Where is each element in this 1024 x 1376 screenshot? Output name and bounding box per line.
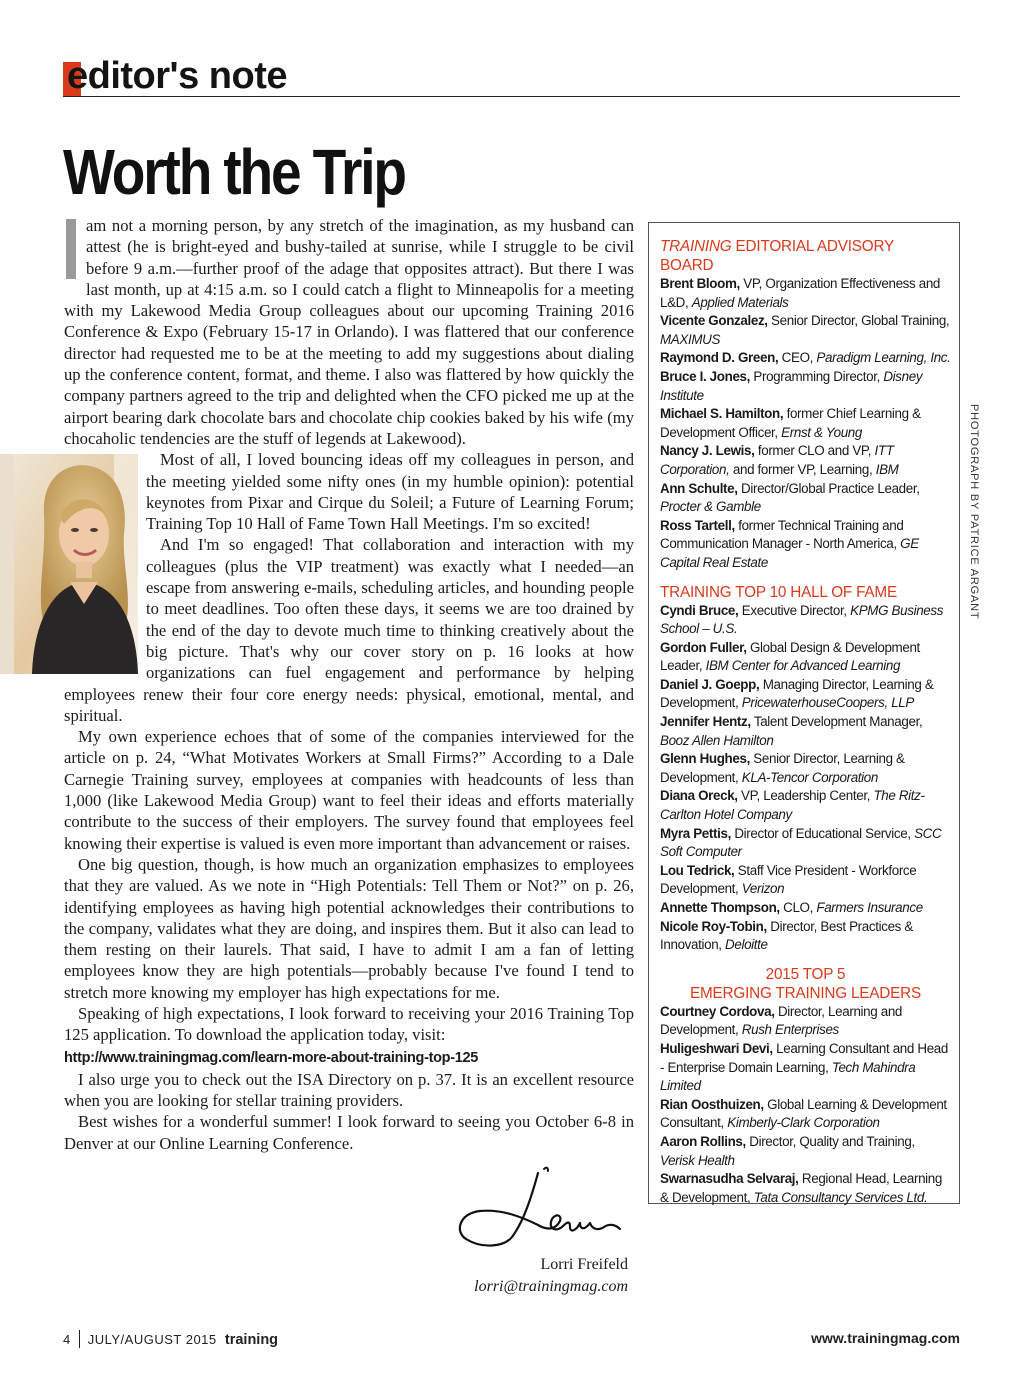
emerging-leaders-heading-line1: 2015 TOP 5 (765, 965, 846, 983)
member-role: Programming Director, (750, 368, 884, 384)
board-member-entry (660, 602, 951, 639)
member-name: Rian Oosthuizen, (660, 1096, 764, 1112)
article-paragraph: Most of all, I loved bouncing ideas off my colleagues in person, and the meeting yielded some nifty ones (in my humble opinion): potential keynotes from Pixar and Cirque du Soleil; a Future of Learning Forum; Training Top 10 Hall of Fame Town Hall Meetings. I'm so excited! (64, 449, 634, 534)
member-name: Nancy J. Lewis, (660, 443, 755, 459)
member-org: Procter & Gamble (660, 499, 761, 515)
member-org: Paradigm Learning, Inc. (816, 350, 951, 366)
member-org: GE Capital Real Estate (660, 536, 919, 570)
member-org: PricewaterhouseCoopers, LLP (741, 695, 914, 711)
member-role: Staff Vice President - Workforce Development, (660, 862, 917, 897)
board-member-entry (660, 787, 951, 824)
member-name: Jennifer Hentz, (660, 714, 751, 730)
member-name: Daniel J. Goepp, (660, 676, 760, 692)
member-org: Applied Materials (691, 294, 789, 310)
article-paragraph: Speaking of high expectations, I look forward to receiving your 2016 Training Top 125 application. To download the application today, visit: (64, 1003, 634, 1045)
member-org: Tata Consultancy Services Ltd. (753, 1189, 928, 1205)
board-member-entry (660, 1040, 951, 1096)
board-member-entry (660, 275, 951, 312)
footer-divider (79, 1330, 80, 1348)
member-role: VP, Leadership Center, (737, 788, 874, 804)
member-role: Managing Director, Learning & Development, (660, 676, 934, 711)
page-number: 4 (63, 1332, 71, 1347)
board-member-entry (660, 442, 951, 479)
article-paragraph: Best wishes for a wonderful summer! I look forward to seeing you October 6-8 in Denver at our Online Learning Conference. (64, 1112, 634, 1153)
member-org: Deloitte (725, 937, 768, 953)
member-org: SCC Soft Computer (660, 825, 942, 860)
member-role: Learning Consultant and Head - Enterprise Domain Learning, (660, 1040, 948, 1075)
member-org2: IBM (875, 461, 899, 477)
member-role: Director/Global Practice Leader, (737, 480, 920, 496)
headline: Worth the Trip (63, 136, 405, 208)
member-role: former Chief Learning & Development Officer, (660, 406, 921, 440)
article-paragraph: One big question, though, is how much an organization emphasizes to employees that they are valued. As we note in “High Potentials: Tell Them or Not?” on p. 26, identifying employees as having high potential acknowledges their contributions to the company, validates what they are doing, and inspires them. But it also can lead to them resting on their laurels. That said, I have to admit I am a fan of letting employees know they are high potentials—probably because I've found I tend to stretch more knowing my employer has high expectations for me. (64, 854, 634, 1002)
board-member-entry (660, 676, 951, 713)
article-paragraph: My own experience echoes that of some of the companies interviewed for the article on p. 24, “What Motivates Workers at Small Firms?” According to a Dale Carnegie Training survey, employees at companies with headcounts of less than 1,000 (like Lakewood Media Group) want to feel their ideas and efforts materially contribute to the success of their employers. The survey found that employees feel knowing their expertise is valued is even more important than advancement or raises. (64, 727, 634, 853)
member-role: Executive Director, (738, 602, 851, 618)
board-member-entry (660, 368, 951, 405)
board-member-entry (660, 405, 951, 442)
member-name: Cyndi Bruce, (660, 602, 739, 618)
member-org: KLA-Tencor Corporation (741, 769, 878, 785)
member-role: former CLO and VP, (754, 443, 875, 459)
author-portrait-image (14, 454, 138, 674)
member-role: Regional Head, Learning & Development, (660, 1171, 942, 1205)
board-member-entry (660, 639, 951, 676)
member-role: Director, Quality and Training, (745, 1133, 915, 1149)
member-name: Raymond D. Green, (660, 350, 779, 366)
member-role: Director, Best Practices & Innovation, (660, 918, 913, 953)
member-org: Verisk Health (660, 1152, 735, 1168)
member-org: Kimberly-Clark Corporation (727, 1115, 880, 1131)
member-org: ITT Corporation, (660, 443, 894, 477)
board-member-entry (660, 750, 951, 787)
member-name: Lou Tedrick, (660, 862, 735, 878)
footer-website[interactable]: www.trainingmag.com (811, 1330, 960, 1346)
member-org: IBM Center for Advanced Learning (705, 658, 901, 674)
signature-email: lorri@trainingmag.com (474, 1278, 628, 1295)
member-role: Global Design & Development Leader, (660, 639, 920, 674)
emerging-leaders-heading-line2: EMERGING TRAINING LEADERS (689, 984, 921, 1002)
member-role: VP, Organization Effectiveness and L&D, (660, 276, 941, 310)
member-name: Ann Schulte, (660, 480, 738, 496)
board-member-entry (660, 1133, 951, 1170)
member-org: Disney Institute (660, 368, 923, 403)
member-name: Nicole Roy-Tobin, (660, 918, 767, 934)
member-name: Glenn Hughes, (660, 751, 750, 767)
member-org: Farmers Insurance (816, 900, 923, 915)
member-name: Michael S. Hamilton, (660, 406, 784, 422)
board-member-entry (660, 713, 951, 750)
section-label: editor's note (67, 55, 287, 97)
board-member-entry (660, 1096, 951, 1133)
member-org: MAXIMUS (660, 331, 721, 347)
top125-application-link[interactable]: http://www.trainingmag.com/learn-more-about-training-top-125 (64, 1049, 479, 1066)
member-role: Senior Director, Learning & Development, (660, 751, 905, 785)
article-paragraph: am not a morning person, by any stretch of the imagination, as my husband can attest (he is bright-eyed and bushy-tailed at sunrise, while I struggle to be civil before 9 a.m.—further proof of the adage that opposites attract). But there I was last month, up at 4:15 a.m. so I could catch a flight to Minneapolis for a meeting with my Lakewood Media Group colleagues about our upcoming Training 2016 Conference & Expo (February 15-17 in Orlando). I was flattered that our conference director had requested me to be at the meeting to add my suggestions about dialing up the conference content, format, and theme. I also was flattered by how quickly the company partners agreed to the trip and delighted when the CFO picked me up at the airport bearing dark chocolate bars and chocolate chip cookies baked by his wife (my chocaholic tendencies are the stuff of legends at Lakewood). (64, 216, 634, 448)
member-org: The Ritz-Carlton Hotel Company (660, 788, 925, 823)
article-body (64, 215, 634, 1154)
issue-date: JULY/AUGUST 2015 (87, 1332, 217, 1347)
photo-credit: PHOTOGRAPH BY PATRICE ARGANT (968, 404, 980, 620)
member-org: Booz Allen Hamilton (660, 732, 774, 748)
sidebar-box (648, 222, 960, 1204)
hall-of-fame-heading: TRAINING TOP 10 HALL OF FAME (660, 583, 897, 601)
article-paragraph: I also urge you to check out the ISA Directory on p. 37. It is an excellent resource when you are looking for stellar training providers. (64, 1069, 634, 1111)
board-member-entry (660, 825, 951, 862)
member-role: former Technical Training and Communication Manager - North America, (660, 517, 904, 552)
member-org: Ernst & Young (781, 424, 862, 440)
member-role: Talent Development Manager, (750, 714, 923, 730)
advisory-board-list (660, 275, 951, 573)
board-member-entry (660, 899, 951, 918)
board-member-entry (660, 517, 951, 573)
member-role: CLO, (779, 900, 817, 915)
member-name: Bruce I. Jones, (660, 368, 751, 384)
magazine-name: training (224, 1332, 279, 1348)
emerging-leaders-list (660, 1003, 951, 1208)
handwritten-signature (452, 1165, 622, 1255)
article-paragraph: And I'm so engaged! That collaboration and interaction with my colleagues (plus the VIP treatment) was exactly what I needed—an escape from answering e-mails, scheduling articles, and hounding people to meet deadlines. Too often these days, it seems we are too drained by the end of the day to devote much time to thinking creatively about the big picture. That's why our cover story on p. 16 looks at how organizations can fuel engagement and performance by helping employees renew their four core energy needs: physical, emotional, mental, and spiritual. (64, 535, 634, 725)
footer-left (63, 1330, 278, 1348)
board-member-entry (660, 1170, 951, 1207)
member-org: Rush Enterprises (741, 1022, 839, 1038)
board-member-entry (660, 480, 951, 517)
member-org: Verizon (741, 881, 785, 897)
board-member-entry (660, 1003, 951, 1040)
member-extra: and former VP, Learning, (729, 461, 876, 477)
member-role: Senior Director, Global Training, (767, 313, 950, 329)
member-role: Director of Educational Service, (730, 825, 915, 841)
member-name: Annette Thompson, (660, 900, 780, 915)
member-name: Aaron Rollins, (660, 1133, 746, 1149)
article-url-line (64, 1046, 634, 1069)
member-name: Brent Bloom, (660, 276, 740, 291)
member-org: Tech Mahindra Limited (660, 1059, 916, 1094)
member-name: Myra Pettis, (660, 825, 731, 841)
member-name: Diana Oreck, (660, 788, 738, 804)
hall-of-fame-list (660, 602, 951, 955)
member-name: Swarnasudha Selvaraj, (660, 1171, 799, 1187)
signature-name: Lorri Freifeld (540, 1256, 628, 1273)
section-header (63, 55, 960, 97)
member-role: Global Learning & Development Consultant, (660, 1096, 947, 1131)
member-role: CEO, (778, 350, 817, 366)
member-name: Courtney Cordova, (660, 1003, 775, 1019)
board-member-entry (660, 862, 951, 899)
member-role: Director, Learning and Development, (660, 1003, 903, 1038)
member-name: Gordon Fuller, (660, 639, 747, 655)
drop-cap-i (66, 219, 76, 279)
member-org: KPMG Business School – U.S. (660, 602, 944, 637)
board-member-entry (660, 349, 951, 368)
board-member-entry (660, 312, 951, 349)
member-name: Vicente Gonzalez, (660, 313, 768, 329)
advisory-board-heading: TRAINING EDITORIAL ADVISORY BOARD (660, 238, 894, 274)
author-photo (0, 454, 138, 674)
board-member-entry (660, 918, 951, 955)
member-name: Huligeshwari Devi, (660, 1040, 773, 1056)
member-name: Ross Tartell, (660, 517, 735, 533)
